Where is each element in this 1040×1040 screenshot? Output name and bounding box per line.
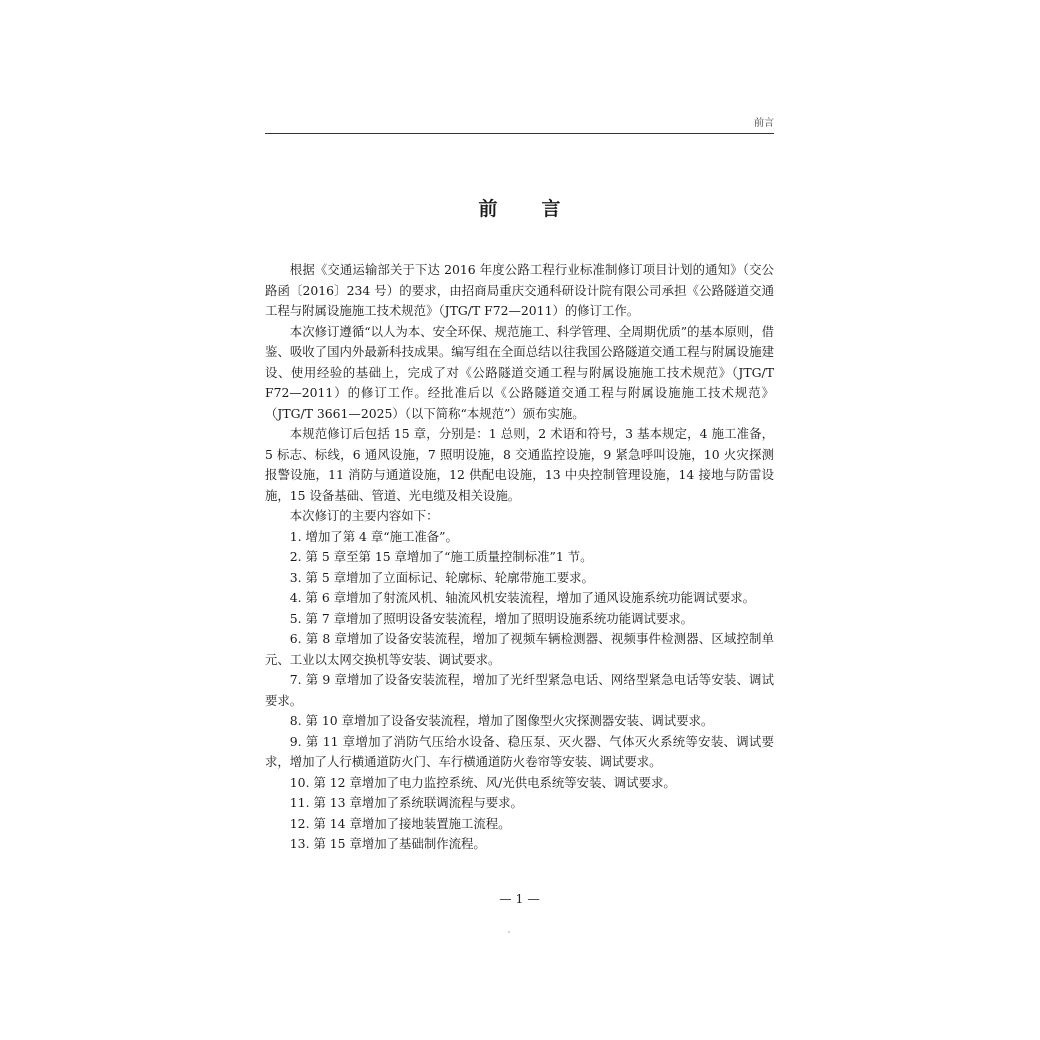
list-item: 4. 第 6 章增加了射流风机、轴流风机安装流程，增加了通风设施系统功能调试要求。 [289, 590, 755, 605]
page-title-char-1: 前 [478, 198, 498, 220]
list-item: 13. 第 15 章增加了基础制作流程。 [289, 836, 486, 851]
list-item: 8. 第 10 章增加了设备安装流程，增加了图像型火灾探测器安装、调试要求。 [289, 713, 714, 728]
paragraph-chapters: 本规范修订后包括 15 章，分别是：1 总则，2 术语和符号，3 基本规定，4 施工准备，5 标志、标线，6 通风设施，7 照明设施，8 交通监控设施，9 紧急呼叫设施，10 火灾探测报警设施，11 消防与通道设施，12 供配电设施，13 中央控制管理设施，14 接地与防雷设施，15 设备基础、管道、光电缆及相关设施。 [265, 426, 774, 503]
paragraph-intro: 根据《交通运输部关于下达 2016 年度公路工程行业标准制修订项目计划的通知》（交公路函〔2016〕234 号）的要求，由招商局重庆交通科研设计院有限公司承担《公路隧道交通工程与附属设施施工技术规范》（JTG/T F72—2011）的修订工作。 [265, 262, 774, 318]
running-header: 前言 [754, 118, 774, 129]
page-title-char-2: 言 [541, 198, 561, 220]
body-text [265, 260, 774, 855]
paragraph-changes-heading: 本次修订的主要内容如下： [289, 508, 439, 523]
page-number: — 1 — [499, 891, 540, 906]
scan-artifact [508, 931, 510, 933]
list-item: 1. 增加了第 4 章“施工准备”。 [289, 528, 458, 544]
list-item: 7. 第 9 章增加了设备安装流程，增加了光纤型紧急电话、网络型紧急电话等安装、调试要求。 [265, 672, 774, 708]
list-item: 2. 第 5 章至第 15 章增加了“施工质量控制标准”1 节。 [289, 549, 593, 564]
list-item: 11. 第 13 章增加了系统联调流程与要求。 [289, 795, 523, 810]
page-title [265, 196, 774, 222]
list-item: 3. 第 5 章增加了立面标记、轮廓标、轮廓带施工要求。 [289, 569, 594, 585]
header-rule [265, 133, 774, 134]
list-item: 6. 第 8 章增加了设备安装流程，增加了视频车辆检测器、视频事件检测器、区域控制单元、工业以太网交换机等安装、调试要求。 [265, 631, 774, 667]
list-item: 10. 第 12 章增加了电力监控系统、风/光供电系统等安装、调试要求。 [289, 774, 676, 790]
list-item: 9. 第 11 章增加了消防气压给水设备、稳压泵、灭火器、气体灭火系统等安装、调试要求，增加了人行横通道防火门、车行横通道防火卷帘等安装、调试要求。 [265, 733, 774, 769]
list-item: 5. 第 7 章增加了照明设备安装流程，增加了照明设施系统功能调试要求。 [289, 610, 694, 626]
list-item: 12. 第 14 章增加了接地装置施工流程。 [289, 815, 511, 831]
paragraph-principles: 本次修订遵循“以人为本、安全环保、规范施工、科学管理、全周期优质”的基本原则，借鉴、吸收了国内外最新科技成果。编写组在全面总结以往我国公路隧道交通工程与附属设施建设、使用经验的基础上，完成了对《公路隧道交通工程与附属设施施工技术规范》（JTG/T F72—2011）的修订工作。经批准后以《公路隧道交通工程与附属设施施工技术规范》（JTG/T 3661—2025）（以下简称“本规范”）颁布实施。 [265, 323, 774, 421]
